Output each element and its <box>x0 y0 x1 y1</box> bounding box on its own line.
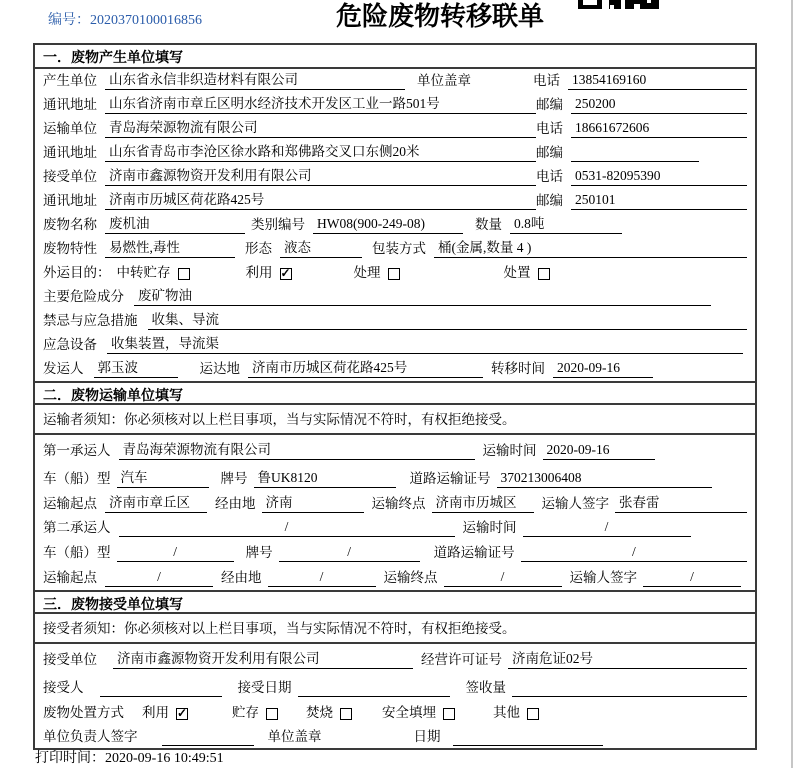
packing-label: 包装方式 <box>372 241 426 256</box>
transfer-manifest-form <box>33 43 757 750</box>
row-receiver-address <box>35 189 755 213</box>
plate-label: 牌号 <box>245 545 273 560</box>
qr-code-fragment-icon <box>578 0 660 9</box>
endpoint-value: / <box>444 568 562 587</box>
category-value: HW08(900-249-08) <box>313 215 463 234</box>
endpoint-value: 济南市历城区 <box>432 494 534 513</box>
disposal-option-label: 焚烧 <box>306 705 333 720</box>
manager-sign-label: 单位负责人签字 <box>43 729 138 744</box>
purpose-checkbox <box>538 268 550 280</box>
print-time-line <box>35 747 224 767</box>
shipper-label: 发运人 <box>43 361 84 376</box>
hazard-value: 废矿物油 <box>134 287 711 306</box>
carrier-sign-value: 张春雷 <box>615 494 747 513</box>
purpose-label: 外运目的： <box>43 265 111 280</box>
vehicle-type-label: 车（船）型 <box>43 471 111 486</box>
disposal-option-label: 安全填埋 <box>382 705 436 720</box>
transfer-date-value: 2020-09-16 <box>553 359 653 378</box>
purpose-option-label: 中转贮存 <box>116 265 171 280</box>
zip-label: 邮编 <box>536 145 563 160</box>
row-manager-signature <box>35 725 755 748</box>
via-label: 经由地 <box>221 570 262 585</box>
transfer-date-label: 转移时间 <box>491 361 545 376</box>
unit-seal-label: 单位盖章 <box>417 73 471 88</box>
qr-block <box>578 0 602 9</box>
page-title: 危险废物转移联单 <box>336 1 545 31</box>
vehicle-type-value: / <box>117 543 234 562</box>
row-transporter <box>35 117 755 141</box>
via-value: / <box>268 568 376 587</box>
endpoint-label: 运输终点 <box>383 570 438 585</box>
character-value: 易燃性,毒性 <box>105 239 235 258</box>
section2-header: 二．废物运输单位填写 <box>35 381 755 405</box>
receiver-notice: 接受者须知：你必须核对以上栏目事项，当与实际情况不符时，有权拒绝接受。 <box>35 614 755 644</box>
row-second-carrier <box>35 516 755 540</box>
license-value: 济南危证02号 <box>508 650 747 669</box>
disposal-checkbox <box>340 708 352 720</box>
carrier-sign-label: 运输人签字 <box>541 496 609 511</box>
address-label: 通讯地址 <box>43 145 97 160</box>
row-accepting-unit <box>35 644 755 672</box>
receiver-value: 济南市鑫源物资开发利用有限公司 <box>113 650 413 669</box>
vehicle-type-label: 车（船）型 <box>43 545 111 560</box>
zip-value: 250101 <box>571 191 747 210</box>
row-waste-name <box>35 213 755 237</box>
accept-date-value <box>298 696 450 697</box>
page-edge-divider <box>791 0 793 768</box>
phone-label: 电话 <box>533 73 560 88</box>
row-shipper <box>35 357 755 381</box>
row-main-hazard <box>35 285 755 309</box>
acceptor-label: 接受人 <box>43 680 84 695</box>
serial-number-line <box>48 9 202 29</box>
destination-value: 济南市历城区荷花路425号 <box>248 359 483 378</box>
quantity-label: 数量 <box>475 217 502 232</box>
serial-value: 2020370100016856 <box>90 13 202 28</box>
row-route-2 <box>35 565 755 590</box>
row-disposal-method <box>35 700 755 725</box>
transport-time-value: 2020-09-16 <box>543 441 655 460</box>
carrier-label: 第二承运人 <box>43 520 111 535</box>
category-label: 类别编号 <box>251 217 305 232</box>
row-transfer-purpose <box>35 261 755 285</box>
plate-value: / <box>279 543 420 562</box>
address-value: 山东省青岛市李沧区徐水路和郑佛路交叉口东侧20米 <box>105 143 536 162</box>
origin-value: / <box>105 568 213 587</box>
print-time-value: 2020-09-16 10:49:51 <box>105 751 224 766</box>
shipper-value: 郭玉波 <box>94 359 178 378</box>
purpose-checkbox <box>280 268 292 280</box>
purpose-option-label: 处置 <box>503 265 531 280</box>
waste-name-label: 废物名称 <box>43 217 97 232</box>
address-value: 济南市历城区荷花路425号 <box>105 191 536 210</box>
endpoint-label: 运输终点 <box>371 496 426 511</box>
purpose-option-label: 利用 <box>245 265 273 280</box>
acceptor-value <box>100 696 222 697</box>
road-permit-label: 道路运输证号 <box>433 545 515 560</box>
section1-header: 一．废物产生单位填写 <box>35 45 755 69</box>
origin-value: 济南市章丘区 <box>105 494 207 513</box>
date-label: 日期 <box>413 729 441 744</box>
row-vehicle-1 <box>35 463 755 491</box>
disposal-checkbox <box>176 708 188 720</box>
carrier-sign-value: / <box>643 568 741 587</box>
row-acceptor <box>35 672 755 700</box>
packing-value: 桶(金属,数量 4 ) <box>434 239 747 258</box>
row-route-1 <box>35 491 755 516</box>
transporter-label: 运输单位 <box>43 121 97 136</box>
disposal-checkbox <box>266 708 278 720</box>
address-value: 山东省济南市章丘区明水经济技术开发区工业一路501号 <box>105 95 536 114</box>
receiver-label: 接受单位 <box>43 169 97 184</box>
taboo-label: 禁忌与应急措施 <box>43 313 138 328</box>
qr-block <box>625 0 659 9</box>
phone-label: 电话 <box>536 121 563 136</box>
disposal-option-label: 利用 <box>142 705 169 720</box>
row-first-carrier <box>35 435 755 463</box>
license-label: 经营许可证号 <box>421 652 502 667</box>
form-label: 形态 <box>245 241 272 256</box>
purpose-checkbox <box>178 268 190 280</box>
unit-seal-label: 单位盖章 <box>267 729 322 744</box>
purpose-checkbox <box>388 268 400 280</box>
section3-header: 三．废物接受单位填写 <box>35 590 755 614</box>
print-time-label: 打印时间： <box>35 751 105 766</box>
producer-label: 产生单位 <box>43 73 97 88</box>
received-amount-value <box>512 696 747 697</box>
zip-value: 250200 <box>571 95 747 114</box>
origin-label: 运输起点 <box>43 570 97 585</box>
via-value: 济南 <box>262 494 364 513</box>
character-label: 废物特性 <box>43 241 97 256</box>
producer-value: 山东省永信非织造材料有限公司 <box>105 71 405 90</box>
disposal-option-label: 贮存 <box>232 705 259 720</box>
waste-name-value: 废机油 <box>105 215 245 234</box>
vehicle-type-value: 汽车 <box>117 469 209 488</box>
manager-sign-value <box>162 745 254 746</box>
quantity-value: 0.8吨 <box>510 215 622 234</box>
zip-value <box>571 161 699 162</box>
phone-value: 18661672606 <box>571 119 747 138</box>
transporter-notice: 运输者须知：你必须核对以上栏目事项，当与实际情况不符时，有权拒绝接受。 <box>35 405 755 435</box>
destination-label: 运达地 <box>199 361 240 376</box>
road-permit-value: / <box>521 543 747 562</box>
row-taboo-measures <box>35 309 755 333</box>
transport-time-label: 运输时间 <box>462 520 517 535</box>
phone-label: 电话 <box>536 169 563 184</box>
disposal-option-label: 其他 <box>493 705 520 720</box>
row-producer <box>35 69 755 93</box>
row-producer-address <box>35 93 755 117</box>
carrier-label: 第一承运人 <box>43 443 111 458</box>
form-value: 液态 <box>280 239 362 258</box>
disposal-checkbox <box>527 708 539 720</box>
row-receiver <box>35 165 755 189</box>
disposal-label: 废物处置方式 <box>43 705 124 720</box>
phone-value: 0531-82095390 <box>571 167 747 186</box>
accept-date-label: 接受日期 <box>237 680 292 695</box>
receiver-value: 济南市鑫源物资开发利用有限公司 <box>105 167 536 186</box>
qr-block <box>609 0 621 9</box>
carrier-value: / <box>119 518 455 537</box>
via-label: 经由地 <box>215 496 256 511</box>
purpose-option-label: 处理 <box>353 265 381 280</box>
transport-time-value: / <box>523 518 691 537</box>
address-label: 通讯地址 <box>43 193 97 208</box>
phone-value: 13854169160 <box>568 71 747 90</box>
hazard-label: 主要危险成分 <box>43 289 124 304</box>
carrier-value: 青岛海荣源物流有限公司 <box>119 441 475 460</box>
row-emergency-equipment <box>35 333 755 357</box>
origin-label: 运输起点 <box>43 496 97 511</box>
carrier-sign-label: 运输人签字 <box>569 570 637 585</box>
road-permit-value: 370213006408 <box>497 469 712 488</box>
transport-time-label: 运输时间 <box>482 443 537 458</box>
received-amount-label: 签收量 <box>465 680 506 695</box>
row-vehicle-2 <box>35 540 755 565</box>
road-permit-label: 道路运输证号 <box>409 471 491 486</box>
transporter-value: 青岛海荣源物流有限公司 <box>105 119 536 138</box>
date-value <box>453 745 603 746</box>
plate-value: 鲁UK8120 <box>254 469 396 488</box>
receiver-label: 接受单位 <box>43 652 97 667</box>
taboo-value: 收集、导流 <box>148 311 748 330</box>
address-label: 通讯地址 <box>43 97 97 112</box>
equipment-value: 收集装置，导流渠 <box>107 335 743 354</box>
row-transporter-address <box>35 141 755 165</box>
zip-label: 邮编 <box>536 97 563 112</box>
row-waste-character <box>35 237 755 261</box>
disposal-checkbox <box>443 708 455 720</box>
equipment-label: 应急设备 <box>43 337 97 352</box>
plate-label: 牌号 <box>220 471 248 486</box>
serial-label: 编号： <box>48 13 90 28</box>
zip-label: 邮编 <box>536 193 563 208</box>
